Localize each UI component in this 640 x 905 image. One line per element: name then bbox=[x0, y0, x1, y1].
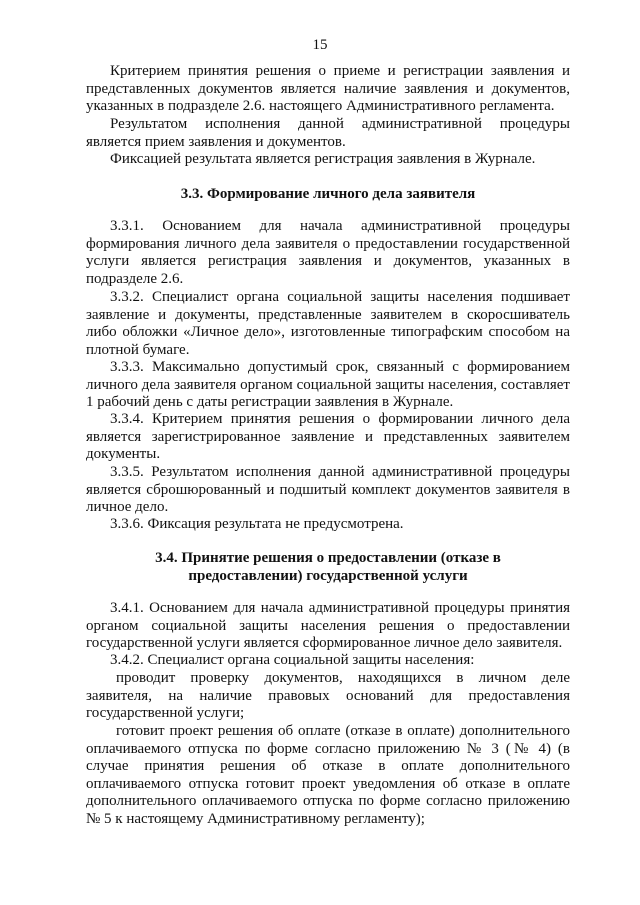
list-item-text: проводит проверку документов, находящихся в личном деле заявителя, на наличие правовых оснований для предоставления государственной услуги; bbox=[86, 670, 570, 722]
paragraph-text: 3.3.4. Критерием принятия решения о формировании личного дела является зарегистрированное заявление и представленных заявителем документы. bbox=[86, 411, 570, 463]
heading-section-3-3 bbox=[86, 186, 570, 204]
page-number: 15 bbox=[312, 37, 328, 53]
list-item-check-documents bbox=[86, 670, 570, 723]
paragraph-3-3-6 bbox=[86, 516, 570, 534]
paragraph-text: Фиксацией результата является регистрация заявления в Журнале. bbox=[110, 151, 536, 167]
paragraph-text: 3.3.1. Основанием для начала административной процедуры формирования личного дела заявителя о предоставлении государственной услуги является регистрация заявления и документов, указанных в подразделе 2.6. bbox=[86, 218, 570, 287]
paragraph-3-4-2 bbox=[86, 652, 570, 670]
paragraph-acceptance-fixation bbox=[86, 151, 570, 169]
paragraph-3-3-2 bbox=[86, 289, 570, 359]
section-heading: 3.3. Формирование личного дела заявителя bbox=[180, 186, 476, 202]
list-item-text: готовит проект решения об оплате (отказе в оплате) дополнительного оплачиваемого отпуска по форме согласно приложению № 3 (№ 4) (в случае принятия решения об отказе в оплате дополнительного оплачиваемого отпуска готовит проект уведомления об отказе в оплате дополнительного оплачиваемого отпуска по форме согласно приложению № 5 к настоящему Административному регламенту); bbox=[86, 723, 570, 827]
paragraph-text: Результатом исполнения данной административной процедуры является прием заявления и документов. bbox=[86, 116, 570, 150]
paragraph-3-3-4 bbox=[86, 411, 570, 464]
paragraph-text: 3.4.1. Основанием для начала административной процедуры принятия органом социальной защиты населения решения о предоставлении государственной услуги является сформированное личное дело заявителя. bbox=[86, 600, 570, 652]
paragraph-text: 3.3.5. Результатом исполнения данной административной процедуры является сброшюрованный и подшитый комплект документов заявителя в личное дело. bbox=[86, 464, 570, 516]
paragraph-text: 3.3.6. Фиксация результата не предусмотрена. bbox=[110, 516, 404, 532]
paragraph-3-3-3 bbox=[86, 359, 570, 412]
paragraph-3-3-1 bbox=[86, 218, 570, 288]
paragraph-acceptance-criterion bbox=[86, 63, 570, 116]
list-item-prepare-decision bbox=[86, 723, 570, 829]
heading-section-3-4 bbox=[86, 550, 570, 585]
paragraph-text: 3.3.3. Максимально допустимый срок, связанный с формированием личного дела заявителя органом социальной защиты населения, составляет 1 рабочий день с даты регистрации заявления в Журнале. bbox=[86, 359, 570, 411]
paragraph-text: 3.4.2. Специалист органа социальной защиты населения: bbox=[110, 652, 475, 668]
paragraph-text: 3.3.2. Специалист органа социальной защиты населения подшивает заявление и документы, представленные заявителем в скоросшиватель либо обложки «Личное дело», изготовленные типографским способом на плотной бумаге. bbox=[86, 289, 570, 358]
section-heading: 3.4. Принятие решения о предоставлении (отказе в предоставлении) государственной услуги bbox=[155, 550, 501, 584]
paragraph-text: Критерием принятия решения о приеме и регистрации заявления и представленных документов является наличие заявления и документов, указанных в подразделе 2.6. настоящего Административного регламента. bbox=[86, 63, 570, 115]
paragraph-3-3-5 bbox=[86, 464, 570, 517]
paragraph-acceptance-result bbox=[86, 116, 570, 151]
paragraph-3-4-1 bbox=[86, 600, 570, 653]
